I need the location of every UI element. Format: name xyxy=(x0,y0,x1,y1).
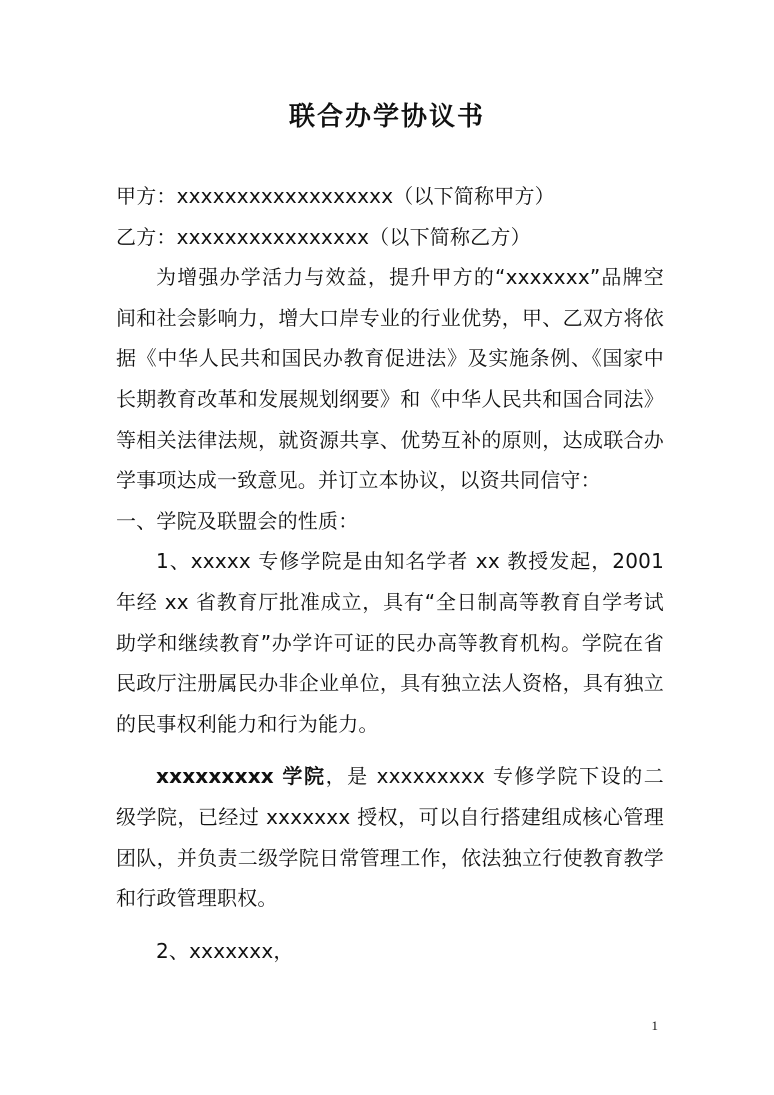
item-1-paragraph: 1、xxxxx 专修学院是由知名学者 xx 教授发起，2001 年经 xx 省教育厅批准成立，具有“全日制高等教育自学考试助学和继续教育”办学许可证的民办高等教育机构。学院在省民政厅注册属民办非企业单位，具有独立法人资格，具有独立的民事权利能力和行为能力。 xyxy=(116,549,664,736)
intro-paragraph: 为增强办学活力与效益，提升甲方的“xxxxxxx”品牌空间和社会影响力，增大口岸专业的行业优势，甲、乙双方将依据《中华人民共和国民办教育促进法》及实施条例、《国家中长期教育改革和发展规划纲要》和《中华人民共和国合同法》等相关法律法规，就资源共享、优势互补的原则，达成联合办学事项达成一致意见。并订立本协议，以资共同信守： xyxy=(116,265,664,493)
document-body xyxy=(116,176,664,971)
item-1b-text: ，是 xxxxxxxxx 专修学院下设的二级学院，已经过 xxxxxxx 授权，可以自行搭建组成核心管理团队，并负责二级学院日常管理工作，依法独立行使教育教学和行政管理职权。 xyxy=(116,764,664,911)
party-a-line: 甲方：xxxxxxxxxxxxxxxxxx（以下简称甲方） xyxy=(116,184,555,208)
section-heading: 一、学院及联盟会的性质： xyxy=(116,508,359,533)
college-name-bold: xxxxxxxxx 学院 xyxy=(156,764,326,789)
item-1b-paragraph xyxy=(116,756,664,918)
page-number: 1 xyxy=(651,1018,658,1033)
party-b-line: 乙方：xxxxxxxxxxxxxxxx（以下简称乙方） xyxy=(116,224,531,249)
document-title: 联合办学协议书 xyxy=(288,102,485,132)
item-2-paragraph: 2、xxxxxxx， xyxy=(156,938,294,963)
